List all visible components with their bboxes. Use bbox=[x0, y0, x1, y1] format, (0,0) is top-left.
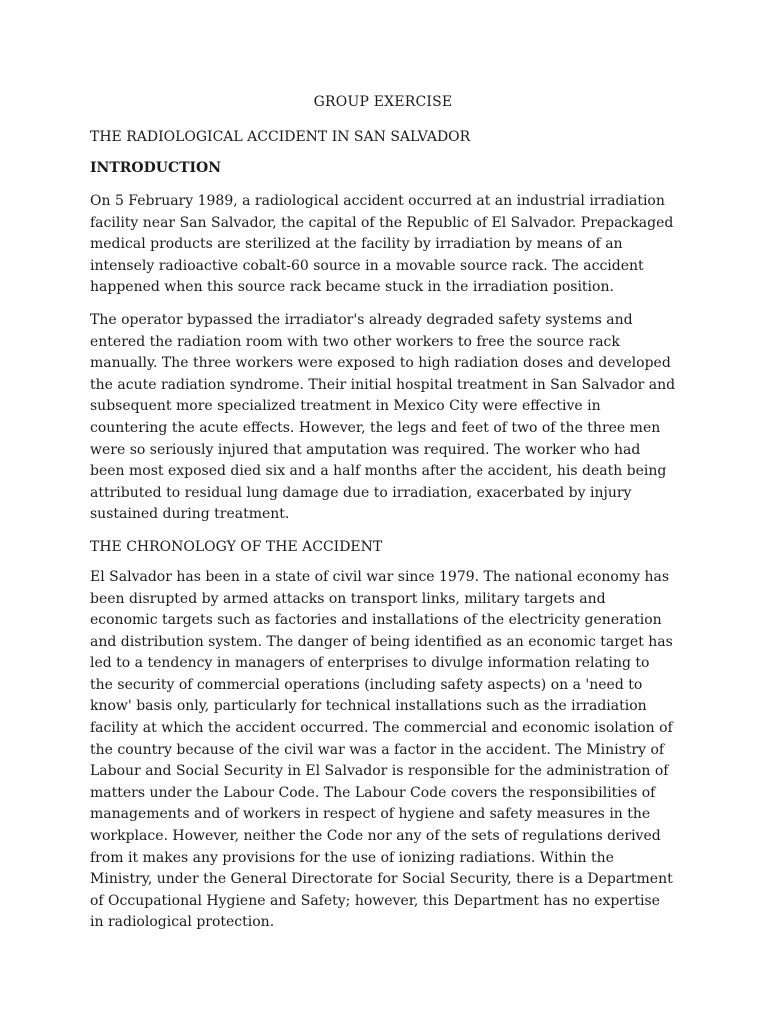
introduction-paragraph-2: The operator bypassed the irradiator's already degraded safety systems and entered the radiation room with two other workers to free the source rack manually. The three workers were exposed to high radiation doses and developed the acute radiation syndrome. Their initial hospital treatment in San Salvador and subsequent more specialized treatment in Mexico City were effective in countering the acute effects. However, the legs and feet of two of the three men were so seriously injured that amputation was required. The worker who had been most exposed died six and a half months after the accident, his death being attributed to residual lung damage due to irradiation, exacerbated by injury sustained during treatment. bbox=[90, 311, 676, 523]
document-page bbox=[90, 92, 676, 945]
chronology-paragraph-1: El Salvador has been in a state of civil war since 1979. The national economy has been disrupted by armed attacks on transport links, military targets and economic targets such as factories and installations of the electricity generation and distribution system. The danger of being identified as an economic target has led to a tendency in managers of enterprises to divulge information relating to the security of commercial operations (including safety aspects) on a 'need to know' basis only, particularly for technical installations such as the irradiation facility at which the accident occurred. The commercial and economic isolation of the country because of the civil war was a factor in the accident. The Ministry of Labour and Social Security in El Salvador is responsible for the administration of matters under the Labour Code. The Labour Code covers the responsibilities of managements and of workers in respect of hygiene and safety measures in the workplace. However, neither the Code nor any of the sets of regulations derived from it makes any provisions for the use of ionizing radiations. Within the Ministry, under the General Directorate for Social Security, there is a Department of Occupational Hygiene and Safety; however, this Department has no expertise in radiological protection. bbox=[90, 568, 673, 931]
document-subtitle: THE RADIOLOGICAL ACCIDENT IN SAN SALVADOR bbox=[90, 129, 471, 145]
section-heading-introduction: INTRODUCTION bbox=[90, 160, 222, 176]
introduction-paragraph-1: On 5 February 1989, a radiological accident occurred at an industrial irradiation facility near San Salvador, the capital of the Republic of El Salvador. Prepackaged medical products are sterilized at the facility by irradiation by means of an intensely radioactive cobalt-60 source in a movable source rack. The accident happened when this source rack became stuck in the irradiation position. bbox=[90, 193, 674, 296]
document-title: GROUP EXERCISE bbox=[313, 94, 453, 110]
section-heading-chronology: THE CHRONOLOGY OF THE ACCIDENT bbox=[90, 538, 383, 555]
